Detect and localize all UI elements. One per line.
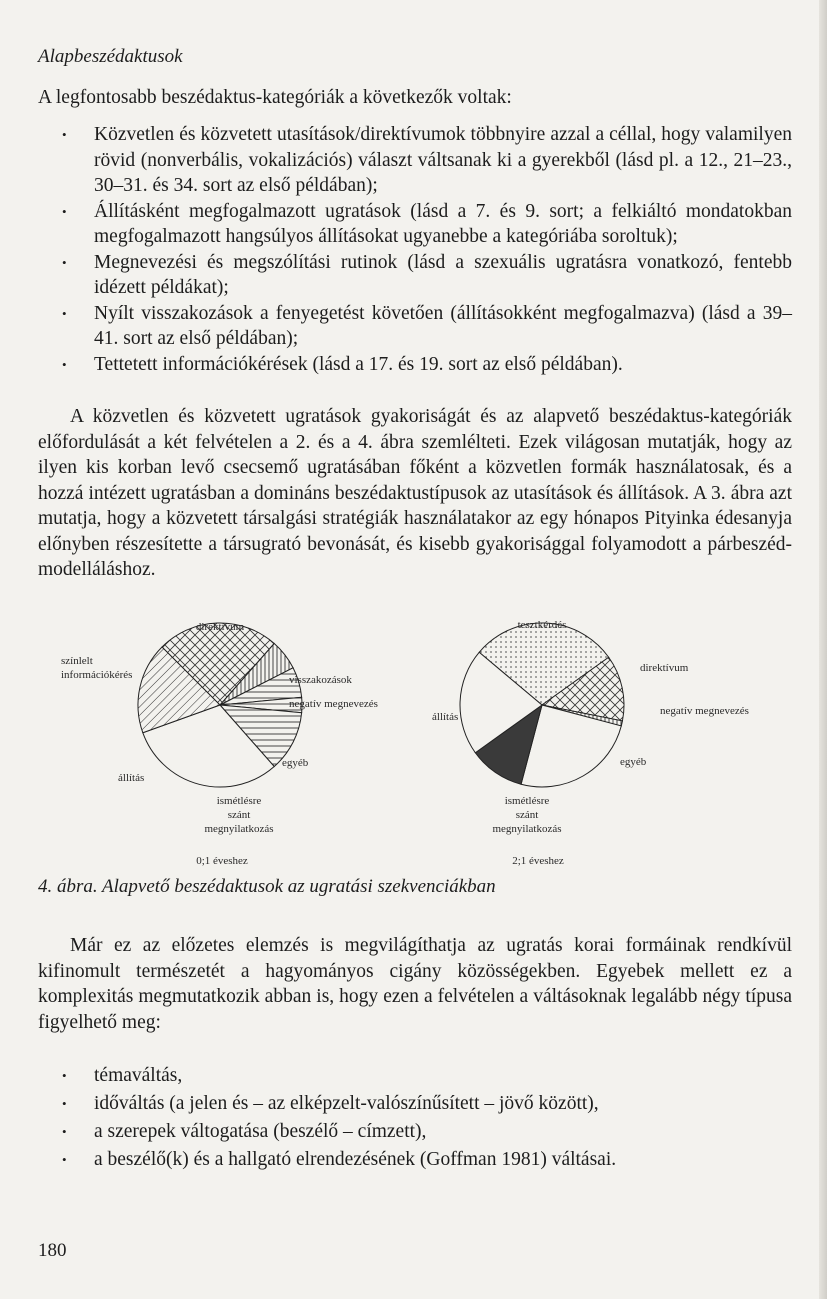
label-egyeb-left: egyéb [282,757,309,769]
list-item: • a beszélő(k) és a hallgató elrendezésének (Goffman 1981) váltásai. [62,1146,792,1174]
list-item: • időváltás (a jelen és – az elképzelt-valószínűsített – jövő között), [62,1090,792,1118]
body-paragraph-1: A közvetlen és közvetett ugratások gyakoriságát és az alapvető beszédaktus-kategóriák előfordulását a két felvételen a 2. és a 4. ábra szemlélteti. Ezek világosan mutatják, hogy az ilyen kis korban levő csecsemő ugratásában főként a közvetlen formák használatosak, és a hozzá intézett ugratásban a domináns beszédaktustípusok az utasítások és állítások. A 3. ábra azt mutatja, hogy a közvetett társalgási stratégiák használatakor az egy hónapos Pityinka édesanyja előnyben részesítette a társugrató bevonását, és kisebb gyakorisággal folyamodott a párbeszéd-modelláláshoz. [38,406,792,580]
label-szinlelt-1: színlelt információkérés [61,655,133,681]
list-item: • Nyílt visszakozások a fenyegetést követően (állításokként megfogalmazva) (lásd a 39–41. sort az első példában); [62,301,792,352]
page-number: 180 [38,1240,67,1261]
label-negativ-left: negatív megnevezés [289,698,378,710]
label-visszakozasok: visszakozások [289,674,352,686]
intro-sentence: A legfontosabb beszédaktus-kategóriák a következők voltak: [38,87,512,108]
body-paragraph-2: Már ez az előzetes elemzés is megvilágíthatja az ugratás korai formáinak rendkívül kifinomult természetét a hagyományos cigány közösségekben. Egyebek mellett ez a komplexitás megmutatkozik abban is, hogy ezen a felvételen a váltásoknak legalább négy típusa figyelhető meg: [38,935,792,1033]
list-item: • Állításként megfogalmazott ugratások (lásd a 7. és 9. sort; a felkiáltó mondatokban megfogalmazott hangsúlyos állításokat ugyanebbe a kategóriába soroltuk); [62,199,792,250]
list-item: • Tettetett információkérések (lásd a 17. és 19. sort az első példában). [62,352,792,378]
pie-chart-left [138,623,302,787]
label-negativ-right: negatív megnevezés [660,705,749,717]
switch-types-list [62,1062,792,1174]
age-label-left: 0;1 éveshez [196,855,248,867]
label-tesztkerdes: tesztkérdés [517,619,567,631]
label-direktivum-right: direktívum [640,662,689,674]
label-ismetles-right: ismétlésre szánt megnyilatkozás [492,795,562,835]
figure-pie-charts [0,600,827,875]
figure-caption: 4. ábra. Alapvető beszédaktusok az ugratási szekvenciákban [38,876,496,897]
speech-act-list [62,122,792,377]
list-item: • a szerepek váltogatása (beszélő – címzett), [62,1118,792,1146]
label-allitas-left: állítás [118,772,145,784]
label-direktivum-left: direktívum [195,621,245,633]
list-item: • témaváltás, [62,1062,792,1090]
label-egyeb-right: egyéb [620,756,647,768]
section-title: Alapbeszédaktusok [38,46,183,67]
list-item: • Megnevezési és megszólítási rutinok (lásd a szexuális ugratásra vonatkozó, fentebb idézett példákat); [62,250,792,301]
pie-chart-right [460,623,624,787]
age-label-right: 2;1 éveshez [512,855,564,867]
list-item: • Közvetlen és közvetett utasítások/direktívumok többnyire azzal a céllal, hogy valamilyen rövid (nonverbális, vokalizációs) választ váltsanak ki a gyerekből (lásd pl. a 12., 21–23., 30–31. és 34. sort az első példában); [62,122,792,199]
label-allitas-right: állítás [432,711,459,723]
label-ismetles-left: ismétlésre szánt megnyilatkozás [204,795,274,835]
